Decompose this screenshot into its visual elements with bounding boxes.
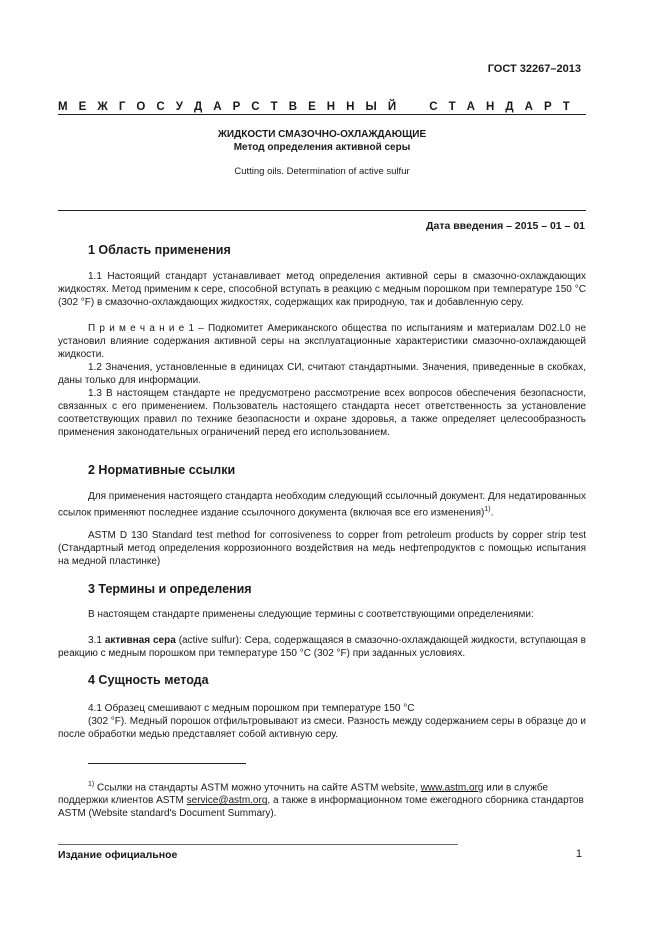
- section-2-heading: 2 Нормативные ссылки: [88, 463, 236, 477]
- term-name: активная сера: [104, 635, 176, 646]
- section-1-3: 1.3 В настоящем стандарте не предусмотрено рассмотрение всех вопросов обеспечения безопасности, связанных с его применением. Пользователь настоящего стандарта несет ответственность за установление соответствующих правил по технике безопасности и охране здоровья, а также определяет целесообразность применения законодательных ограничений перед его использованием.: [58, 388, 586, 438]
- term-number: 3.1: [88, 635, 105, 646]
- section-3-p1: В настоящем стандарте применены следующие термины с соответствующими определениями:: [88, 609, 534, 620]
- section-2-p1-text: Для применения настоящего стандарта необходим следующий ссылочный документ. Для недатированных ссылок применяют последнее издание ссылочного документа (включая все его изменения): [58, 491, 586, 519]
- banner-letter: Д: [505, 101, 514, 113]
- footnote-ref: 1): [484, 506, 491, 513]
- astm-website-link[interactable]: www.astm.org: [420, 782, 484, 794]
- section-2-astm-ref: ASTM D 130 Standard test method for corrosiveness to copper from petroleum products by copper strip test (Стандартный метод определения коррозионного воздействия на медь нефтепродуктов с помощью испытания на медной пластинке): [58, 530, 586, 567]
- banner-letter: А: [213, 101, 222, 113]
- section-2-p1: [58, 490, 586, 519]
- title-block: [58, 128, 586, 177]
- section-1-1: 1.1 Настоящий стандарт устанавливает метод определения активной серы в смазочно-охлаждающих жидкостях. Метод применим к сере, способной вступать в реакцию с медным порошком при температуре 150 °С (302 °F) в смазочно-охлаждающих жидкостях, содержащих как природную, так и добавленную серу.: [58, 271, 586, 308]
- banner-letter: Ж: [97, 101, 108, 113]
- banner-letter: Г: [118, 101, 126, 113]
- banner-letter: Е: [308, 101, 316, 113]
- footnote-text-2: или в службе поддержки клиентов ASTM: [58, 782, 549, 807]
- banner-letter: Ы: [365, 101, 377, 113]
- footnote-text-1: Ссылки на стандарты ASTM можно уточнить на сайте ASTM website,: [94, 782, 421, 794]
- section-2-p1-end: .: [490, 507, 494, 519]
- page-number: 1: [575, 848, 582, 860]
- banner-letter: Р: [232, 101, 241, 113]
- banner-letter: Т: [270, 101, 278, 113]
- note-label: П р и м е ч а н и е 1: [88, 323, 195, 334]
- section-4-1a: 4.1 Образец смешивают с медным порошком при температуре 150 °С: [88, 703, 415, 714]
- section-1-2: 1.2 Значения, установленные в единицах СИ, считают стандартными. Значения, приведенные в скобках, даны только для информации.: [58, 362, 586, 386]
- banner-letter: Р: [544, 101, 552, 113]
- banner-letter: Т: [562, 101, 570, 113]
- title-english: Cutting oils. Determination of active sulfur: [234, 166, 410, 177]
- banner-letter: Д: [193, 101, 203, 113]
- banner-letter: О: [136, 101, 146, 113]
- banner-letter: Й: [387, 101, 397, 113]
- title-rule: [58, 210, 586, 211]
- title-sub: Метод определения активной серы: [233, 142, 411, 153]
- banner-letter: У: [175, 101, 183, 113]
- banner-letter: С: [156, 101, 165, 113]
- banner-letter: Н: [346, 101, 355, 113]
- banner-letter: В: [288, 101, 298, 113]
- banner-letter: А: [466, 101, 475, 113]
- section-4-1b: (302 °F). Медный порошок отфильтровывают из смеси. Разность между содержанием серы в образце до и после обработки медью представляет собой активную серу.: [58, 716, 586, 740]
- note-text: – Подкомитет Американского общества по испытаниям и материалам D02.L0 не установил влияние содержания активной серы на эксплуатационные характеристики смазочно-охлаждающей жидкости.: [58, 323, 587, 360]
- section-4-heading: 4 Сущность метода: [88, 673, 209, 687]
- introduction-date: Дата введения – 2015 – 01 – 01: [426, 220, 585, 232]
- banner-letter: Н: [486, 101, 495, 113]
- footnote-rule: [88, 763, 246, 764]
- interstate-standard-banner: [58, 101, 570, 113]
- section-1-note: [58, 322, 586, 361]
- section-3-1: [58, 634, 586, 660]
- banner-letter: А: [524, 101, 533, 113]
- official-edition-label: Издание официальное: [58, 849, 178, 861]
- footnote-mark: 1): [88, 781, 95, 788]
- banner-letter: С: [429, 101, 438, 113]
- banner-letter: Е: [78, 101, 87, 113]
- banner-letter: Н: [326, 101, 336, 113]
- standard-code: ГОСТ 32267–2013: [487, 63, 581, 75]
- section-3-heading: 3 Термины и определения: [88, 582, 252, 596]
- banner-letter: Т: [448, 101, 456, 113]
- section-1-heading: 1 Область применения: [88, 243, 231, 257]
- banner-letter: С: [251, 101, 260, 113]
- footnote-text-3: , а также в информационном томе ежегодного сборника стандартов ASTM (Website standard's Document Summary).: [58, 795, 584, 820]
- banner-letter: М: [58, 101, 68, 113]
- astm-service-email-link[interactable]: service@astm.org: [186, 795, 268, 807]
- title-main: ЖИДКОСТИ СМАЗОЧНО-ОХЛАЖДАЮЩИЕ: [217, 129, 427, 140]
- footnote: [58, 778, 586, 820]
- term-definition: (active sulfur): Сера, содержащаяся в смазочно-охлаждающей жидкости, вступающая в реакцию с медным порошком при температуре 150 °С (302 °F) при заданных условиях.: [58, 635, 586, 659]
- footer-rule: [58, 844, 458, 845]
- banner-rule: [58, 114, 586, 115]
